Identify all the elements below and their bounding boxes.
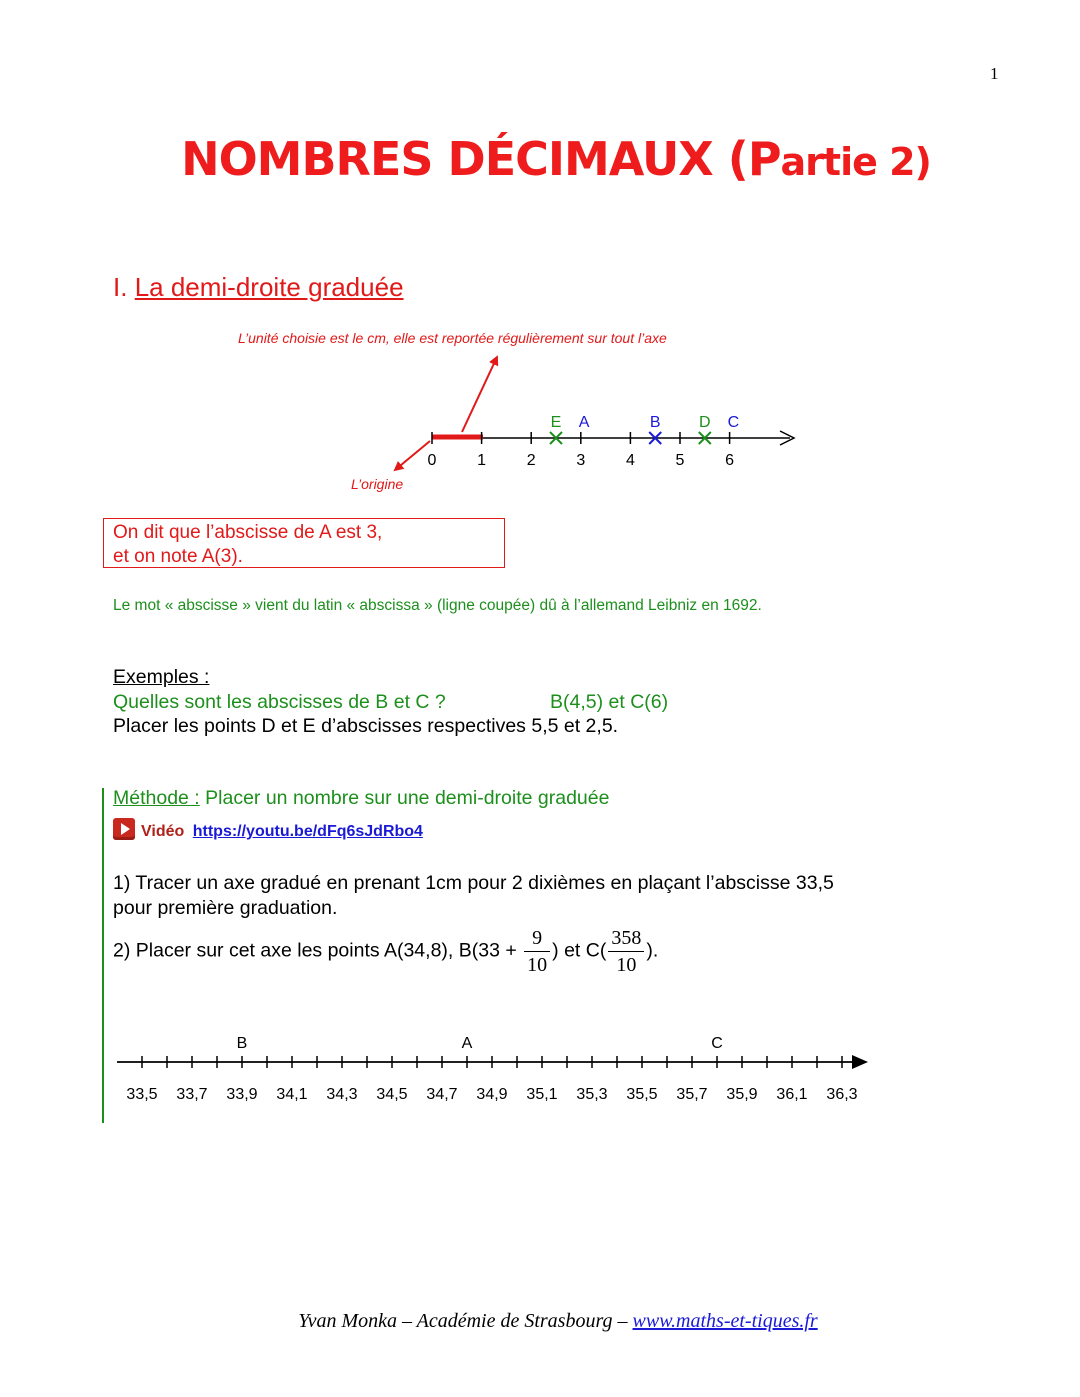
definition-box	[103, 518, 505, 568]
step2-text-a: 2) Placer sur cet axe les points A(34,8), B(33 +	[113, 939, 517, 962]
axis2-tick-label: 34,1	[276, 1086, 308, 1103]
unit-note: L’unité choisie est le cm, elle est reportée régulièrement sur tout l’axe	[238, 330, 667, 346]
point-c-label: C	[727, 414, 740, 431]
title-part-p: P	[747, 132, 781, 186]
title-part-rest: artie 2)	[780, 140, 931, 184]
axis2-tick-label: 34,3	[326, 1086, 358, 1103]
point-e-label: E	[550, 414, 562, 431]
video-line	[113, 818, 423, 841]
axis2-tick-label: 35,1	[526, 1086, 558, 1103]
axis2-tick-label: 34,7	[426, 1086, 458, 1103]
footer-link[interactable]: www.maths-et-tiques.fr	[632, 1310, 818, 1332]
fraction-denominator: 10	[527, 954, 548, 976]
examples-heading: Exemples :	[113, 666, 210, 688]
axis2-tick-label: 35,5	[626, 1086, 658, 1103]
example-question: Quelles sont les abscisses de B et C ?	[113, 690, 446, 713]
fraction-9-10	[524, 925, 550, 978]
examples-block	[113, 665, 669, 739]
footer	[0, 1310, 1080, 1333]
axis1-tick-label: 5	[675, 452, 685, 469]
point-b-label: B	[649, 414, 661, 431]
origin-note: L’origine	[351, 476, 404, 492]
decimal-axis-diagram	[0, 1020, 1080, 1120]
page-number: 1	[990, 64, 999, 83]
point-d-label: D	[699, 414, 711, 431]
title-main: NOMBRES DÉCIMAUX (	[181, 132, 748, 186]
video-label: Vidéo	[141, 823, 185, 840]
example-answer: B(4,5) et C(6)	[550, 690, 669, 713]
etymology-note: Le mot « abscisse » vient du latin « abscissa » (ligne coupée) dû à l’allemand Leibniz en 1692.	[113, 597, 762, 614]
origin-pointer-arrow	[395, 441, 430, 470]
fraction-numerator: 9	[524, 925, 550, 952]
axis2-point-b-label: B	[236, 1035, 248, 1052]
axis2-point-a-label: A	[461, 1035, 473, 1052]
axis1-tick-label: 0	[427, 452, 437, 469]
example-instruction: Placer les points D et E d’abscisses respectives 5,5 et 2,5.	[113, 715, 619, 737]
axis1-tick-label: 1	[477, 452, 487, 469]
step2-text-c: ).	[646, 939, 659, 962]
axis2-tick-label: 34,5	[376, 1086, 408, 1103]
point-a-label: A	[578, 414, 590, 431]
axis1-tick-label: 3	[576, 452, 586, 469]
section-title: La demi-droite graduée	[134, 272, 404, 302]
axis2-tick-label: 33,9	[226, 1086, 258, 1103]
definition-line-2: et on note A(3).	[113, 546, 243, 567]
step2-text-b: ) et C(	[552, 939, 607, 962]
axis2-point-c-label: C	[711, 1035, 723, 1052]
axis1-tick-label: 6	[725, 452, 735, 469]
axis2-tick-label: 35,7	[676, 1086, 708, 1103]
axis2-tick-label: 35,3	[576, 1086, 608, 1103]
axis2-tick-label: 34,9	[476, 1086, 508, 1103]
footer-text: Yvan Monka – Académie de Strasbourg –	[298, 1310, 633, 1332]
axis2-tick-label: 35,9	[726, 1086, 758, 1103]
fraction-numerator: 358	[608, 925, 644, 952]
graduated-half-line-diagram	[0, 0, 1080, 520]
method-step-1: 1) Tracer un axe gradué en prenant 1cm pour 2 dixièmes en plaçant l’abscisse 33,5 pour première graduation.	[113, 872, 834, 919]
fraction-denominator: 10	[616, 954, 637, 976]
method-title: Placer un nombre sur une demi-droite graduée	[199, 787, 610, 809]
axis2-tick-label: 36,3	[826, 1086, 858, 1103]
definition-line-1: On dit que l’abscisse de A est 3,	[113, 522, 383, 543]
method-heading	[113, 787, 609, 810]
fraction-358-10	[608, 925, 644, 978]
axis1-tick-label: 2	[526, 452, 536, 469]
axis2-tick-label: 36,1	[776, 1086, 808, 1103]
method-label: Méthode :	[113, 787, 200, 809]
axis2-tick-label: 33,7	[176, 1086, 208, 1103]
section-number: I.	[113, 272, 128, 302]
method-step-2	[113, 925, 658, 978]
axis2-arrowhead	[852, 1055, 868, 1069]
unit-pointer-arrow	[462, 357, 497, 432]
video-link[interactable]: https://youtu.be/dFq6sJdRbo4	[192, 823, 423, 840]
axis1-tick-label: 4	[625, 452, 635, 469]
axis2-tick-label: 33,5	[126, 1086, 158, 1103]
video-play-icon[interactable]	[113, 818, 135, 840]
